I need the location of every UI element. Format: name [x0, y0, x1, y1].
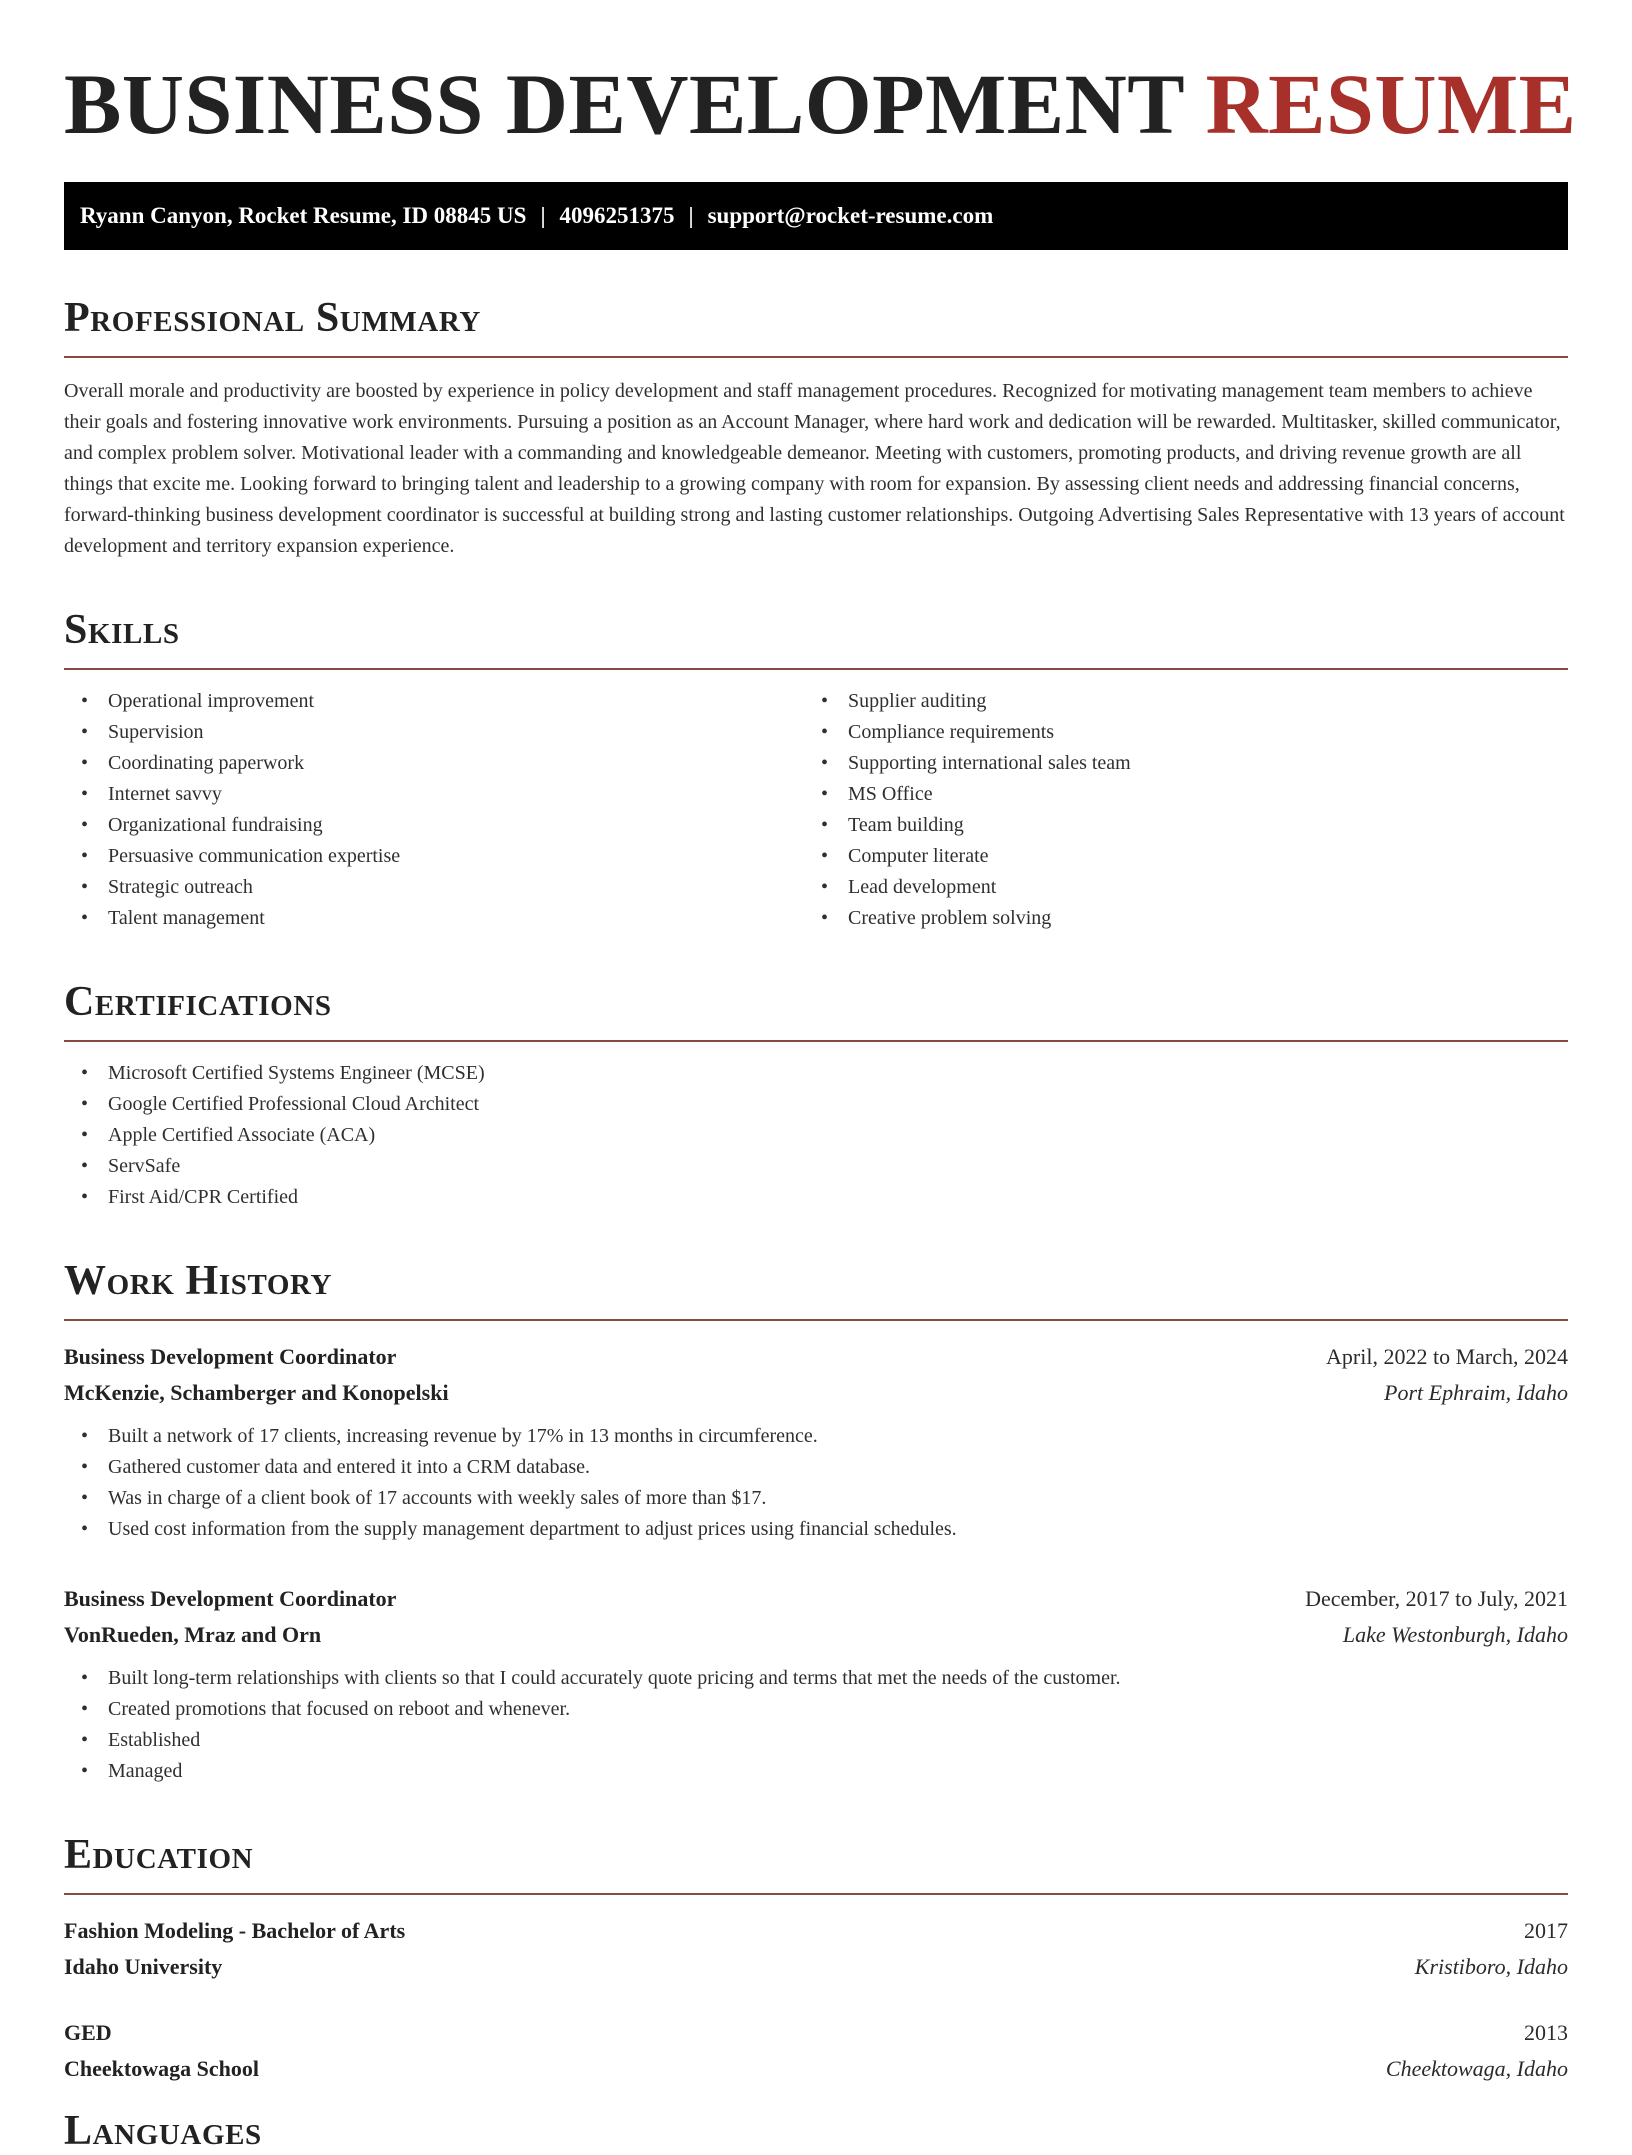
summary-text: Overall morale and productivity are boosted by experience in policy development and staff management procedures. Recognized for motivating management team members to achieve their goals and fostering innovative work environments. Pursuing a position as an Account Manager, where hard work and dedication will be rewarded. Multitasker, skilled communicator, and complex problem solver. Motivational leader with a commanding and knowledgeable demeanor. Meeting with customers, promoting products, and driving revenue growth are all things that excite me. Looking forward to bringing talent and leadership to a growing company with room for expansion. By assessing client needs and addressing financial concerns, forward-thinking business development coordinator is successful at building strong and lasting customer relationships. Outgoing Advertising Sales Representative with 13 years of account development and territory expansion experience.	[64, 380, 1565, 557]
skill-item: • Supplier auditing	[804, 686, 1544, 717]
certifications-section	[64, 978, 1568, 1213]
education-location: Cheektowaga, Idaho	[1385, 2056, 1568, 2081]
job-location: Lake Westonburgh, Idaho	[1342, 1622, 1568, 1647]
job-duty-item: • Was in charge of a client book of 17 accounts with weekly sales of more than $17.	[64, 1483, 1568, 1514]
job-header-row	[64, 1581, 1568, 1617]
job-duty-item: • Gathered customer data and entered it into a CRM database.	[64, 1452, 1568, 1483]
education-year: 2013	[1524, 2020, 1568, 2045]
job-duty-item: • Built long-term relationships with clients so that I could accurately quote pricing and terms that met the needs of the customer.	[64, 1663, 1568, 1694]
certification-item: • Apple Certified Associate (ACA)	[64, 1120, 1568, 1151]
languages-section	[64, 2107, 1568, 2155]
section-divider	[64, 668, 1568, 670]
job-subheader-row	[64, 1375, 1568, 1411]
skill-item: • Supervision	[64, 717, 804, 748]
education-year: 2017	[1524, 1918, 1568, 1943]
job-duty-item: • Used cost information from the supply management department to adjust prices using financial schedules.	[64, 1514, 1568, 1545]
skill-item: • Talent management	[64, 903, 804, 934]
certification-item: • First Aid/CPR Certified	[64, 1182, 1568, 1213]
skills-column-right	[804, 686, 1544, 934]
job-duty-item: • Created promotions that focused on reboot and whenever.	[64, 1694, 1568, 1725]
work-history-section	[64, 1257, 1568, 1787]
summary-section	[64, 294, 1568, 562]
education-section	[64, 1831, 1568, 2087]
skill-item: • Persuasive communication expertise	[64, 841, 804, 872]
skill-item: • MS Office	[804, 779, 1544, 810]
certification-item: • ServSafe	[64, 1151, 1568, 1182]
education-subheader-row	[64, 1949, 1568, 1985]
education-header-row	[64, 1913, 1568, 1949]
work-history-heading: Work History	[64, 1258, 333, 1304]
job-duty-item: • Established	[64, 1725, 1568, 1756]
job-entry	[64, 1339, 1568, 1545]
contact-separator: |	[540, 203, 546, 228]
languages-heading: Languages	[64, 2108, 262, 2154]
education-degree: Fashion Modeling - Bachelor of Arts	[64, 1918, 406, 1943]
section-divider	[64, 356, 1568, 358]
skill-item: • Strategic outreach	[64, 872, 804, 903]
skill-item: • Compliance requirements	[804, 717, 1544, 748]
skill-item: • Supporting international sales team	[804, 748, 1544, 779]
job-header-row	[64, 1339, 1568, 1375]
skills-section	[64, 606, 1568, 934]
certifications-heading: Certifications	[64, 979, 332, 1025]
skill-item: • Coordinating paperwork	[64, 748, 804, 779]
education-school: Cheektowaga School	[64, 2056, 259, 2081]
job-title: Business Development Coordinator	[64, 1344, 397, 1369]
summary-heading: Professional Summary	[64, 295, 481, 341]
skills-list-left	[64, 686, 804, 934]
job-dates: April, 2022 to March, 2024	[1326, 1344, 1568, 1369]
contact-address: Ryann Canyon, Rocket Resume, ID 08845 US	[80, 203, 527, 228]
certification-item: • Microsoft Certified Systems Engineer (MCSE)	[64, 1058, 1568, 1089]
skills-list-right	[804, 686, 1544, 934]
contact-email[interactable]: support@rocket-resume.com	[707, 203, 994, 228]
job-company: VonRueden, Mraz and Orn	[64, 1622, 322, 1647]
job-title: Business Development Coordinator	[64, 1586, 397, 1611]
skill-item: • Computer literate	[804, 841, 1544, 872]
skill-item: • Operational improvement	[64, 686, 804, 717]
certifications-list	[64, 1058, 1568, 1213]
education-subheader-row	[64, 2051, 1568, 2087]
job-duties-list	[64, 1421, 1568, 1545]
resume-title	[64, 56, 1577, 152]
skills-heading: Skills	[64, 607, 180, 653]
job-subheader-row	[64, 1617, 1568, 1653]
section-divider	[64, 1893, 1568, 1895]
skills-column-left	[64, 686, 804, 934]
education-header-row	[64, 2015, 1568, 2051]
education-entry	[64, 1913, 1568, 1985]
section-divider	[64, 1319, 1568, 1321]
job-duty-item: • Built a network of 17 clients, increasing revenue by 17% in 13 months in circumference.	[64, 1421, 1568, 1452]
education-location: Kristiboro, Idaho	[1414, 1954, 1568, 1979]
job-duty-item: • Managed	[64, 1756, 1568, 1787]
education-heading: Education	[64, 1832, 254, 1878]
contact-phone[interactable]: 4096251375	[559, 203, 675, 228]
education-school: Idaho University	[64, 1954, 223, 1979]
education-degree: GED	[64, 2020, 112, 2045]
education-entry	[64, 2015, 1568, 2087]
title-main: BUSINESS DEVELOPMENT	[64, 56, 1184, 152]
job-company: McKenzie, Schamberger and Konopelski	[64, 1380, 449, 1405]
contact-separator: |	[688, 203, 694, 228]
skill-item: • Internet savvy	[64, 779, 804, 810]
skill-item: • Creative problem solving	[804, 903, 1544, 934]
skills-grid	[64, 686, 1568, 934]
title-accent: RESUME	[1205, 56, 1577, 152]
skill-item: • Team building	[804, 810, 1544, 841]
skill-item: • Organizational fundraising	[64, 810, 804, 841]
contact-bar	[64, 182, 1568, 250]
certification-item: • Google Certified Professional Cloud Architect	[64, 1089, 1568, 1120]
job-dates: December, 2017 to July, 2021	[1305, 1586, 1568, 1611]
skill-item: • Lead development	[804, 872, 1544, 903]
section-divider	[64, 1040, 1568, 1042]
job-entry	[64, 1581, 1568, 1787]
job-duties-list	[64, 1663, 1568, 1787]
job-location: Port Ephraim, Idaho	[1384, 1380, 1568, 1405]
